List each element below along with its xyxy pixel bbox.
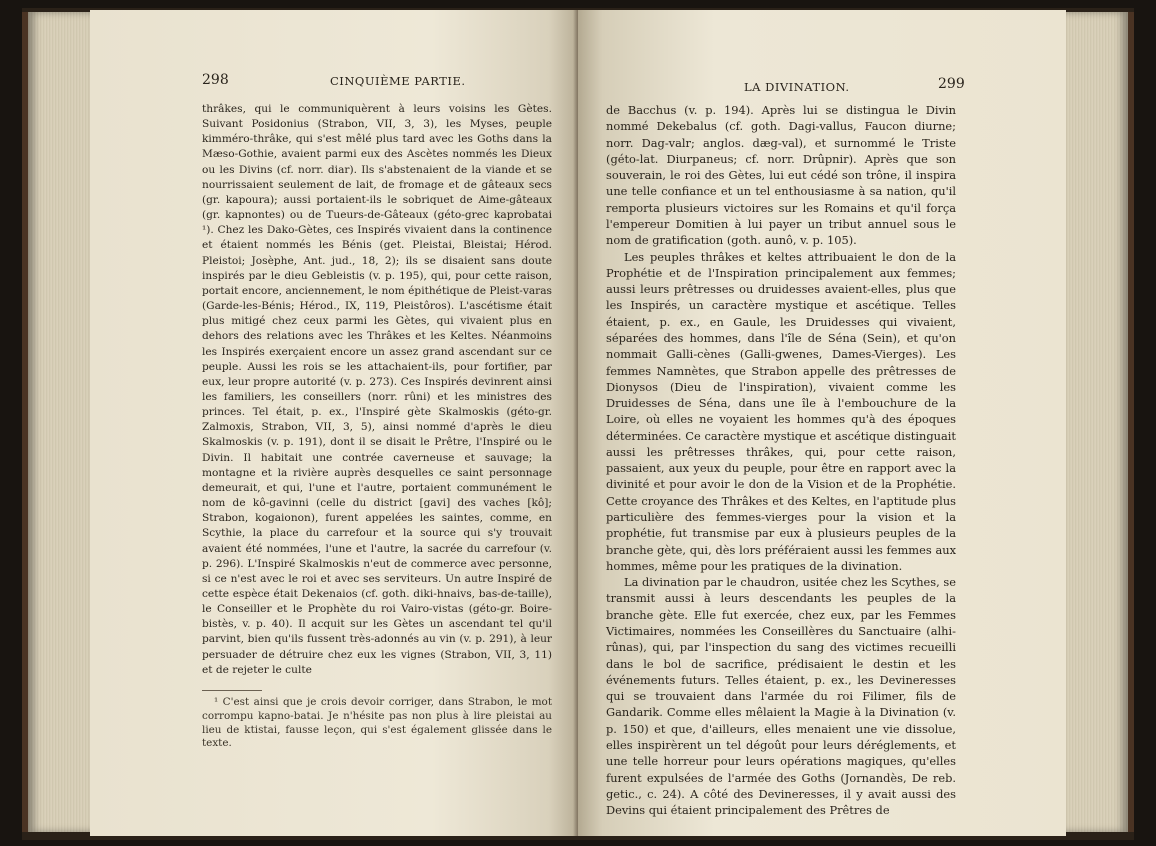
footnote-rule [202,690,262,691]
right-page-edges [1066,12,1128,832]
right-page [578,10,1066,836]
left-page [90,10,578,836]
left-page-edges [28,12,90,832]
footnote-text: ¹ C'est ainsi que je crois devoir corriger, dans Strabon, le mot corrompu kapno-batai. Je n'hésite pas non plus à lire pleistai au lieu de ktistai, fausse leçon, qui s'est également glissée dans le texte. [202,696,552,750]
page-number-left: 298 [202,72,229,88]
page-number-right: 299 [938,76,965,92]
right-paragraph-2: Les peuples thrâkes et keltes attribuaient le don de la Prophétie et de l'Inspiration principalement aux femmes; aussi leurs prêtresses ou druidesses avaient-elles, plus que les Inspirés, un caractère mystique et ascétique. Telles étaient, p. ex., en Gaule, les Druidesses qui vivaient, séparées des hommes, dans l'île de Séna (Sein), et qu'on nommait Galli-cènes (Galli-gwenes, Dames-Vierges). Les femmes Namnètes, que Strabon appelle des prêtresses de Dionysos (Dieu de l'inspiration), vivaient comme les Druidesses de Séna, dans une île à l'embouchure de la Loire, où elles ne voyaient les hommes qu'à des époques déterminées. Ce caractère mystique et ascétique distinguait aussi les prêtresses thrâkes, qui, pour cette raison, passaient, aux yeux du peuple, pour être en rapport avec la divinité et pour avoir le don de la Vision et de la Prophétie. Cette croyance des Thrâkes et des Keltes, en l'aptitude plus particulière des femmes-vierges pour la vision et la prophétie, fut transmise par eux à plusieurs peuples de la branche gète, qui, dès lors préféraient aussi les femmes aux hommes, même pour les pratiques de la divination. [606,249,956,573]
running-head-left: CINQUIÈME PARTIE. [330,74,466,88]
running-head-right: LA DIVINATION. [744,80,850,94]
footnote [202,696,552,751]
right-body-text [606,102,956,818]
right-paragraph-3: La divination par le chaudron, usitée chez les Scythes, se transmit aussi à leurs descendants les peuples de la branche gète. Elle fut exercée, chez eux, par les Femmes Victimaires, nommées les Conseillères du Sanctuaire (alhi-rûnas), qui, par l'inspection du sang des victimes recueilli dans le bol de sacrifice, prédisaient le destin et les événements futurs. Telles étaient, p. ex., les Devineresses qui se trouvaient dans l'armée du roi Filimer, fils de Gandarik. Comme elles mêlaient la Magie à la Divination (v. p. 150) et que, d'ailleurs, elles menaient une vie dissolue, elles inspirèrent un tel dégoût pour leurs déréglements, et une telle horreur pour leurs opérations magiques, qu'elles furent expulsées de l'armée des Goths (Jornandès, De reb. getic., c. 24). A côté des Devineresses, il y avait aussi des Devins qui étaient principalement des Prêtres de [606,575,956,818]
left-paragraph-1: thrâkes, qui le communiquèrent à leurs voisins les Gètes. Suivant Posidonius (Strabon, VII, 3, 3), les Myses, peuple kimméro-thrâke, qui s'est mêlé plus tard avec les Goths dans la Mæso-Gothie, avaient parmi eux des Ascètes nommés les Dieux ou les Divins (cf. norr. diar). Ils s'abstenaient de la viande et se nourrissaient seulement de lait, de fromage et de gâteaux secs (gr. kapoura); aussi portaient-ils le sobriquet de Aime-gâteaux (gr. kapnontes) ou de Tueurs-de-Gâteaux (géto-grec kaprobatai ¹). Chez les Dako-Gètes, ces Inspirés vivaient dans la continence et étaient nommés les Bénis (get. Pleistai, Bleistai; Hérod. Pleistoi; Josèphe, Ant. jud., 18, 2); ils se disaient sans doute inspirés par le dieu Gebleistis (v. p. 195), qui, pour cette raison, portait encore, anciennement, le nom épithétique de Pleist-varas (Garde-les-Bénis; Hérod., IX, 119, Pleistôros). L'ascétisme était plus mitigé chez ceux parmi les Gètes, qui vivaient plus en dehors des relations avec les Thrâkes et les Keltes. Néanmoins les Inspirés exerçaient encore un assez grand ascendant sur ce peuple. Aussi les rois se les attachaient-ils, pour fortifier, par eux, leur propre autorité (v. p. 273). Ces Inspirés devinrent ainsi les familiers, les conseillers (norr. rûni) et les ministres des princes. Tel était, p. ex., l'Inspiré gète Skalmoskis (géto-gr. Zalmoxis, Strabon, VII, 3, 5), ainsi nommé d'après le dieu Skalmoskis (v. p. 191), dont il se disait le Prêtre, l'Inspiré ou le Divin. Il habitait une contrée caverneuse et sauvage; la montagne et la rivière auprès desquelles ce saint personnage demeurait, et qui, l'une et l'autre, portaient communément le nom de kô-gavinni (celle du district [gavi] des vaches [kô]; Strabon, kogaionon), furent appelées les saintes, comme, en Scythie, la place du carrefour et la source qui s'y trouvait avaient été nommées, l'une et l'autre, la sacrée du carrefour (v. p. 296). L'Inspiré Skalmoskis n'eut de commerce avec personne, si ce n'est avec le roi et avec ses serviteurs. Un autre Inspiré de cette espèce était Dekenaios (cf. goth. diki-hnaivs, bas-de-taille), le Conseiller et le Prophète du roi Vairo-vistas (géto-gr. Boire-bistès, v. p. 40). Il acquit sur les Gètes un ascendant tel qu'il parvint, bien qu'ils fussent très-adonnés au vin (v. p. 291), à leur persuader de détruire chez eux les vignes (Strabon, VII, 3, 11) et de rejeter le culte [202,103,552,676]
left-body-text [202,102,552,678]
right-paragraph-1: de Bacchus (v. p. 194). Après lui se distingua le Divin nommé Dekebalus (cf. goth. Dagi-vallus, Faucon diurne; norr. Dag-valr; anglos. dæg-val), et surnommé le Triste (géto-lat. Diurpaneus; cf. norr. Drûpnir). Après que son souverain, le roi des Gètes, lui eut cédé son trône, il inspira une telle confiance et un tel enthousiasme à sa nation, qu'il remporta plusieurs victoires sur les Romains et qu'il força l'empereur Domitien à lui payer un tribut annuel sous le nom de gratification (goth. aunô, v. p. 105). [606,103,956,248]
